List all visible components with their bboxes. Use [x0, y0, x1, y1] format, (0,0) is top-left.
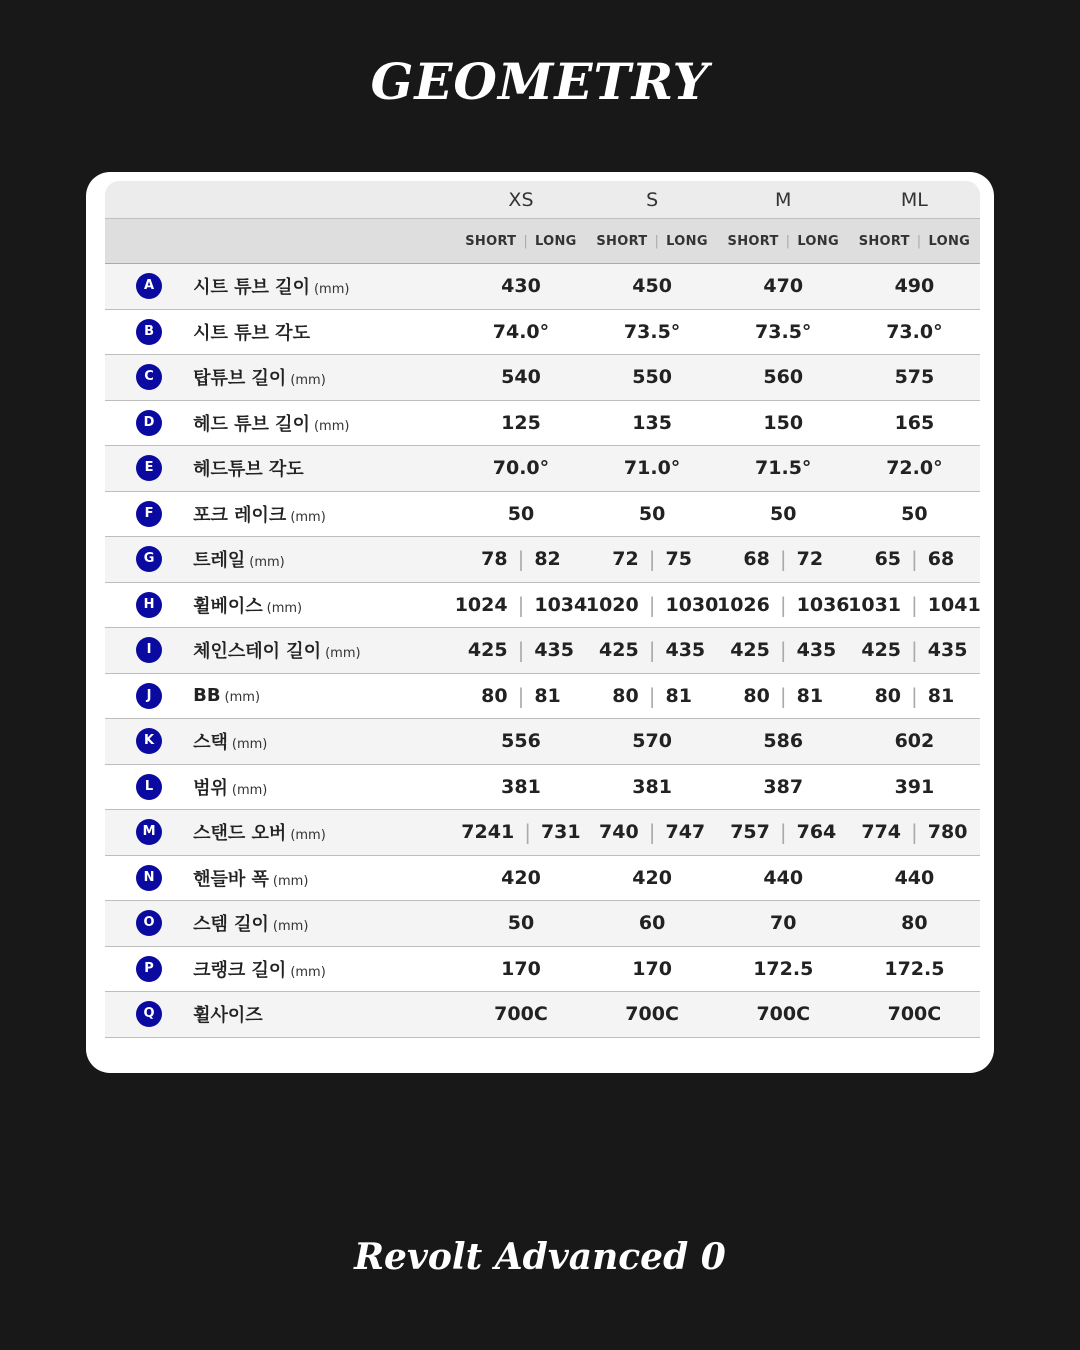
value-cell: 73.5° [718, 309, 849, 355]
value-cell: 381 [455, 764, 586, 810]
row-label-cell [193, 810, 455, 856]
divider: | [517, 547, 525, 572]
short-label: SHORT [727, 233, 779, 249]
pair-cell [718, 810, 849, 856]
row-label-cell [193, 764, 455, 810]
divider: | [654, 233, 660, 249]
row-badge-cell [105, 673, 193, 719]
row-badge-cell [105, 537, 193, 583]
short-value: 78 [481, 548, 508, 571]
short-value: 1026 [716, 593, 770, 616]
letter-badge: B [136, 319, 162, 345]
value-cell: 165 [849, 400, 980, 446]
value-cell: 50 [587, 491, 718, 537]
value-cell: 700C [587, 992, 718, 1038]
row-label-cell [193, 719, 455, 765]
pair-wrap [455, 593, 586, 617]
table-row [105, 582, 980, 628]
geometry-table [105, 181, 980, 1038]
row-label-cell [193, 400, 455, 446]
row-label: 트레일 [193, 550, 246, 572]
row-unit: (mm) [231, 782, 268, 798]
value-cell: 170 [587, 946, 718, 992]
size-header-s: S [587, 181, 718, 219]
pair-wrap [455, 547, 586, 571]
value-cell: 700C [849, 992, 980, 1038]
row-label: 시트 튜브 길이 [193, 277, 310, 299]
short-value: 740 [599, 821, 639, 844]
model-name: Revolt Advanced 0 [354, 1236, 726, 1278]
pair-wrap [587, 820, 718, 844]
pair-cell [587, 810, 718, 856]
table-row [105, 764, 980, 810]
divider: | [911, 638, 918, 663]
letter-badge: N [136, 865, 162, 891]
short-value: 80 [612, 684, 639, 707]
long-value: 747 [665, 821, 706, 844]
row-badge-cell [105, 810, 193, 856]
row-label-cell [193, 537, 455, 583]
row-unit: (mm) [325, 646, 361, 662]
row-badge-cell [105, 719, 193, 765]
value-cell: 556 [455, 719, 586, 765]
value-cell: 125 [455, 400, 586, 446]
table-row [105, 719, 980, 765]
row-badge-cell [105, 764, 193, 810]
header-blank [193, 181, 455, 219]
letter-badge: H [136, 592, 162, 618]
value-cell: 50 [455, 901, 586, 947]
value-cell: 387 [718, 764, 849, 810]
long-value: 68 [927, 548, 955, 571]
short-value: 757 [730, 821, 770, 844]
divider: | [517, 638, 525, 663]
row-label: 핸들바 폭 [193, 868, 269, 890]
short-value: 80 [743, 684, 770, 707]
short-value: 425 [861, 639, 902, 662]
long-value: 1034 [534, 593, 588, 616]
row-label-cell [193, 628, 455, 674]
header-blank [105, 181, 193, 219]
row-unit: (mm) [313, 282, 350, 298]
pair-cell [849, 673, 980, 719]
row-label: 탑튜브 길이 [193, 368, 287, 390]
pair-cell [718, 537, 849, 583]
size-header-ml: ML [849, 181, 980, 219]
letter-badge: G [136, 546, 162, 572]
pair-cell [849, 628, 980, 674]
row-label-cell [193, 992, 455, 1038]
value-cell: 575 [849, 355, 980, 401]
table-row [105, 446, 980, 492]
value-cell: 470 [718, 264, 849, 310]
row-badge-cell [105, 264, 193, 310]
letter-badge: D [136, 410, 162, 436]
pair-wrap [718, 638, 849, 662]
table-row [105, 855, 980, 901]
row-unit: (mm) [290, 509, 326, 525]
table-row [105, 537, 980, 583]
long-value: 72 [796, 548, 824, 571]
value-cell: 602 [849, 719, 980, 765]
pair-cell [455, 628, 586, 674]
divider: | [779, 547, 787, 572]
short-long-header [587, 219, 718, 264]
row-label: 헤드 튜브 길이 [193, 413, 310, 435]
table-row [105, 355, 980, 401]
divider: | [648, 592, 656, 617]
value-cell: 60 [587, 901, 718, 947]
pair-wrap [455, 684, 586, 708]
value-cell: 50 [718, 491, 849, 537]
long-value: 1041 [927, 593, 981, 616]
pair-wrap [587, 593, 718, 617]
row-badge-cell [105, 355, 193, 401]
letter-badge: A [136, 273, 162, 299]
value-cell: 73.5° [587, 309, 718, 355]
divider: | [648, 547, 656, 572]
table-row [105, 901, 980, 947]
short-value: 80 [874, 684, 902, 707]
pair-cell [718, 673, 849, 719]
long-label: LONG [535, 233, 577, 249]
row-label: 범위 [193, 777, 228, 799]
short-long-header-row [105, 219, 980, 264]
row-unit: (mm) [249, 555, 285, 571]
table-row [105, 810, 980, 856]
value-cell: 450 [587, 264, 718, 310]
letter-badge: F [136, 501, 162, 527]
row-label-cell [193, 855, 455, 901]
short-value: 425 [467, 639, 508, 662]
table-row [105, 264, 980, 310]
pair-cell [587, 537, 718, 583]
long-value: 82 [534, 548, 561, 571]
table-row [105, 400, 980, 446]
value-cell: 440 [849, 855, 980, 901]
pair-wrap [587, 638, 718, 662]
value-cell: 70 [718, 901, 849, 947]
divider: | [524, 820, 531, 845]
short-value: 774 [861, 821, 902, 844]
letter-badge: L [136, 774, 162, 800]
short-label: SHORT [596, 233, 648, 249]
long-value: 435 [534, 639, 574, 662]
row-label: 체인스테이 길이 [193, 641, 322, 663]
value-cell: 381 [587, 764, 718, 810]
letter-badge: J [136, 683, 162, 709]
divider: | [779, 638, 787, 663]
short-value: 7241 [461, 821, 515, 844]
value-cell: 430 [455, 264, 586, 310]
short-value: 65 [874, 548, 902, 571]
row-unit: (mm) [231, 737, 268, 753]
pair-wrap [849, 547, 980, 571]
table-row [105, 946, 980, 992]
row-label: 스템 길이 [193, 914, 269, 936]
long-label: LONG [928, 233, 971, 249]
divider: | [517, 592, 525, 617]
pair-cell [587, 673, 718, 719]
long-label: LONG [797, 233, 839, 249]
divider: | [779, 683, 787, 708]
short-value: 68 [743, 548, 770, 571]
row-label: 크랭크 길이 [193, 959, 287, 981]
divider: | [648, 638, 656, 663]
row-label-cell [193, 673, 455, 719]
divider: | [779, 820, 787, 845]
header-blank [105, 219, 193, 264]
row-unit: (mm) [266, 600, 303, 616]
divider: | [911, 820, 918, 845]
letter-badge: Q [136, 1001, 162, 1027]
row-badge-cell [105, 582, 193, 628]
row-label-cell [193, 946, 455, 992]
row-unit: (mm) [272, 919, 309, 935]
pair-wrap [849, 638, 980, 662]
row-unit: (mm) [290, 373, 326, 389]
divider: | [523, 233, 529, 249]
long-value: 764 [796, 821, 837, 844]
long-value: 81 [796, 684, 824, 707]
value-cell: 560 [718, 355, 849, 401]
letter-badge: E [136, 455, 162, 481]
row-label: 포크 레이크 [193, 504, 287, 526]
divider: | [517, 683, 525, 708]
long-value: 731 [540, 821, 581, 844]
short-value: 425 [599, 639, 639, 662]
short-label: SHORT [858, 233, 910, 249]
size-header-m: M [718, 181, 849, 219]
row-badge-cell [105, 855, 193, 901]
row-badge-cell [105, 992, 193, 1038]
row-label: 휠베이스 [193, 595, 263, 617]
letter-badge: C [136, 364, 162, 390]
value-cell: 50 [455, 491, 586, 537]
page-title: GEOMETRY [370, 52, 710, 111]
pair-cell [455, 582, 586, 628]
letter-badge: P [136, 956, 162, 982]
value-cell: 135 [587, 400, 718, 446]
short-value: 72 [612, 548, 639, 571]
pair-cell [849, 537, 980, 583]
pair-wrap [849, 593, 980, 617]
short-value: 425 [730, 639, 770, 662]
pair-cell [455, 673, 586, 719]
divider: | [785, 233, 791, 249]
row-badge-cell [105, 491, 193, 537]
value-cell: 172.5 [718, 946, 849, 992]
table-row [105, 992, 980, 1038]
divider: | [648, 820, 656, 845]
value-cell: 700C [455, 992, 586, 1038]
row-badge-cell [105, 628, 193, 674]
row-label: BB [193, 685, 221, 707]
value-cell: 700C [718, 992, 849, 1038]
pair-cell [455, 810, 586, 856]
pair-wrap [849, 820, 980, 844]
row-badge-cell [105, 446, 193, 492]
row-label: 시트 튜브 각도 [193, 322, 310, 344]
long-value: 780 [927, 821, 968, 844]
row-label-cell [193, 264, 455, 310]
row-label-cell [193, 491, 455, 537]
geometry-rows [105, 264, 980, 1038]
pair-wrap [587, 547, 718, 571]
long-value: 435 [665, 639, 706, 662]
short-long-header [718, 219, 849, 264]
row-unit: (mm) [290, 828, 326, 844]
value-cell: 440 [718, 855, 849, 901]
value-cell: 490 [849, 264, 980, 310]
short-value: 80 [481, 684, 508, 707]
value-cell: 391 [849, 764, 980, 810]
divider: | [911, 547, 918, 572]
value-cell: 73.0° [849, 309, 980, 355]
value-cell: 540 [455, 355, 586, 401]
value-cell: 80 [849, 901, 980, 947]
short-long-header [849, 219, 980, 264]
pair-wrap [587, 684, 718, 708]
row-label: 헤드튜브 각도 [193, 459, 304, 481]
value-cell: 172.5 [849, 946, 980, 992]
row-label-cell [193, 446, 455, 492]
pair-cell [587, 628, 718, 674]
row-label-cell [193, 582, 455, 628]
divider: | [911, 592, 918, 617]
letter-badge: O [136, 910, 162, 936]
row-label-cell [193, 901, 455, 947]
pair-cell [718, 628, 849, 674]
row-badge-cell [105, 309, 193, 355]
short-long-header [455, 219, 586, 264]
long-value: 81 [927, 684, 955, 707]
value-cell: 71.0° [587, 446, 718, 492]
pair-wrap [455, 638, 586, 662]
letter-badge: M [136, 819, 162, 845]
value-cell: 550 [587, 355, 718, 401]
divider: | [916, 233, 922, 249]
row-label-cell [193, 309, 455, 355]
value-cell: 170 [455, 946, 586, 992]
letter-badge: I [136, 637, 162, 663]
short-value: 1020 [585, 593, 639, 616]
short-value: 1031 [848, 593, 902, 616]
row-label: 스택 [193, 732, 228, 754]
table-row [105, 491, 980, 537]
row-unit: (mm) [272, 873, 309, 889]
short-value: 1024 [454, 593, 508, 616]
pair-wrap [718, 684, 849, 708]
value-cell: 420 [455, 855, 586, 901]
long-value: 1036 [796, 593, 850, 616]
row-badge-cell [105, 400, 193, 446]
pair-cell [849, 810, 980, 856]
size-header-xs: XS [455, 181, 586, 219]
table-row [105, 309, 980, 355]
pair-cell [587, 582, 718, 628]
letter-badge: K [136, 728, 162, 754]
long-value: 75 [665, 548, 692, 571]
long-value: 81 [665, 684, 692, 707]
short-label: SHORT [465, 233, 517, 249]
row-unit: (mm) [313, 418, 350, 434]
value-cell: 420 [587, 855, 718, 901]
divider: | [648, 683, 656, 708]
row-badge-cell [105, 901, 193, 947]
pair-wrap [718, 593, 849, 617]
row-unit: (mm) [224, 690, 261, 706]
pair-cell [849, 582, 980, 628]
size-header-row [105, 181, 980, 219]
table-row [105, 628, 980, 674]
pair-cell [455, 537, 586, 583]
long-label: LONG [666, 233, 708, 249]
geometry-card [86, 172, 994, 1073]
row-label: 스탠드 오버 [193, 823, 287, 845]
row-unit: (mm) [290, 964, 326, 980]
pair-wrap [849, 684, 980, 708]
pair-cell [718, 582, 849, 628]
value-cell: 586 [718, 719, 849, 765]
row-label-cell [193, 355, 455, 401]
row-badge-cell [105, 946, 193, 992]
value-cell: 74.0° [455, 309, 586, 355]
long-value: 1030 [665, 593, 719, 616]
value-cell: 70.0° [455, 446, 586, 492]
table-row [105, 673, 980, 719]
long-value: 81 [534, 684, 561, 707]
header-blank [193, 219, 455, 264]
value-cell: 570 [587, 719, 718, 765]
pair-wrap [455, 820, 586, 844]
long-value: 435 [927, 639, 968, 662]
row-label: 휠사이즈 [193, 1005, 263, 1027]
divider: | [779, 592, 787, 617]
value-cell: 150 [718, 400, 849, 446]
pair-wrap [718, 547, 849, 571]
divider: | [911, 683, 918, 708]
value-cell: 72.0° [849, 446, 980, 492]
long-value: 435 [796, 639, 837, 662]
value-cell: 50 [849, 491, 980, 537]
value-cell: 71.5° [718, 446, 849, 492]
pair-wrap [718, 820, 849, 844]
